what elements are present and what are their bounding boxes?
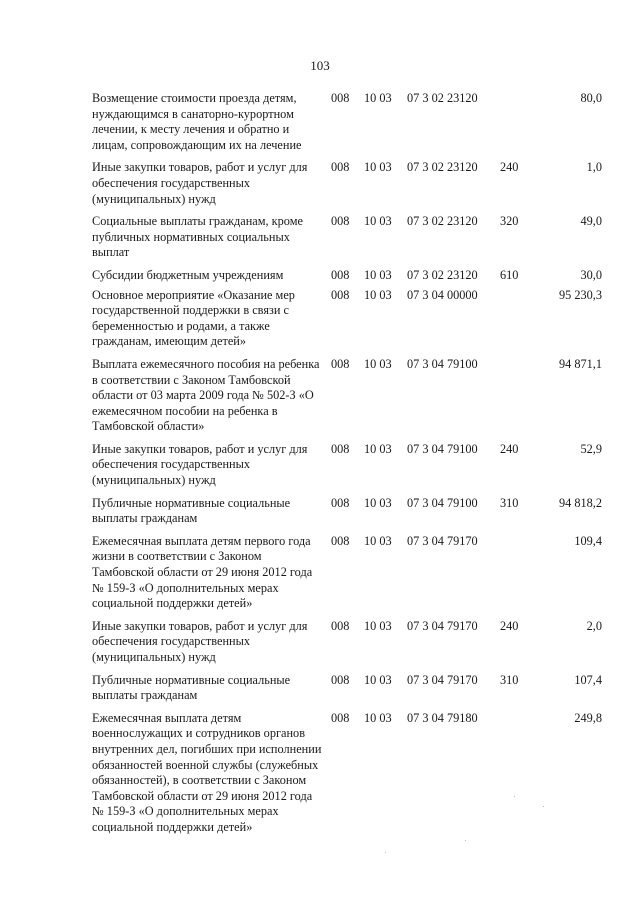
row-expense-kind: 240: [500, 441, 519, 456]
row-target-code: 07 3 02 23120: [407, 160, 478, 175]
row-ministry-code: 008: [331, 441, 350, 456]
row-target-code: 07 3 02 23120: [407, 91, 478, 105]
row-ministry-code: 008: [331, 618, 350, 633]
row-section-code: 10 03: [364, 267, 392, 282]
row-name: Иные закупки товаров, работ и услуг для обеспечения государственных (муниципальных) нужд: [92, 160, 308, 206]
row-name: Выплата ежемесячного пособия на ребенка в соответствии с Законом Тамбовской области от 03 марта 2009 года № 502-З «О ежемесячном пособии на ребенка в Тамбовской области»: [92, 356, 320, 434]
row-ministry-code: 008: [331, 160, 350, 175]
row-ministry-code: 008: [331, 267, 350, 282]
row-expense-kind: 240: [500, 618, 519, 633]
row-target-code: 07 3 04 79170: [407, 533, 478, 548]
budget-table: [0, 91, 640, 836]
row-name: Ежемесячная выплата детям первого года жизни в соответствии с Законом Тамбовской области от 29 июня 2012 года № 159-З «О дополнительных мерах социальной поддержки детей»: [92, 533, 313, 611]
row-ministry-code: 008: [331, 287, 350, 302]
row-name: Иные закупки товаров, работ и услуг для обеспечения государственных (муниципальных) нужд: [92, 618, 308, 664]
table-row: [0, 711, 640, 836]
row-amount: 80,0: [580, 91, 602, 105]
row-ministry-code: 008: [331, 356, 350, 371]
row-expense-kind: 310: [500, 495, 519, 510]
row-name: Основное мероприятие «Оказание мер государственной поддержки в связи с беременностью и родами, а также гражданам, имеющим детей»: [92, 287, 295, 349]
row-ministry-code: 008: [331, 214, 350, 229]
row-section-code: 10 03: [364, 441, 392, 456]
scan-speck: [465, 840, 466, 841]
table-row: [0, 357, 640, 435]
row-target-code: 07 3 04 79100: [407, 495, 478, 510]
row-target-code: 07 3 02 23120: [407, 214, 478, 229]
row-amount: 1,0: [586, 160, 602, 175]
row-target-code: 07 3 04 79100: [407, 441, 478, 456]
table-row: [0, 442, 640, 489]
row-amount: 30,0: [580, 267, 602, 282]
row-section-code: 10 03: [364, 356, 392, 371]
row-name: Социальные выплаты гражданам, кроме публичных нормативных социальных выплат: [92, 214, 303, 260]
row-section-code: 10 03: [364, 710, 392, 725]
row-amount: 109,4: [574, 533, 602, 548]
scan-speck: [543, 806, 544, 807]
row-target-code: 07 3 04 79170: [407, 618, 478, 633]
row-target-code: 07 3 04 79170: [407, 672, 478, 687]
row-ministry-code: 008: [331, 91, 350, 105]
table-row: [0, 496, 640, 527]
row-target-code: 07 3 04 79180: [407, 710, 478, 725]
row-section-code: 10 03: [364, 618, 392, 633]
row-target-code: 07 3 04 00000: [407, 287, 478, 302]
row-section-code: 10 03: [364, 495, 392, 510]
row-name: Ежемесячная выплата детям военнослужащих и сотрудников органов внутренних дел, погибших при исполнении обязанностей военной службы (служебных обязанностей), в соответствии с Законом Тамбовской области от 29 июня 2012 года № 159-З «О дополнительных мерах социальной поддержки детей»: [92, 710, 322, 834]
scan-speck: [514, 796, 515, 797]
row-ministry-code: 008: [331, 672, 350, 687]
row-expense-kind: 610: [500, 267, 519, 282]
row-amount: 94 818,2: [558, 495, 602, 510]
table-row: [0, 160, 640, 207]
row-amount: 94 871,1: [558, 356, 602, 371]
table-row: [0, 214, 640, 261]
table-row: [0, 673, 640, 704]
row-section-code: 10 03: [364, 160, 392, 175]
row-ministry-code: 008: [331, 495, 350, 510]
row-name: Публичные нормативные социальные выплаты гражданам: [92, 495, 291, 526]
row-expense-kind: 310: [500, 672, 519, 687]
row-expense-kind: 320: [500, 214, 519, 229]
row-amount: 249,8: [574, 710, 602, 725]
scan-speck: [385, 852, 386, 853]
row-name: Субсидии бюджетным учреждениям: [92, 267, 284, 282]
row-section-code: 10 03: [364, 533, 392, 548]
row-amount: 2,0: [586, 618, 602, 633]
row-amount: 107,4: [574, 672, 602, 687]
table-row: [0, 268, 640, 284]
page-number: 103: [310, 58, 330, 73]
row-amount: 52,9: [580, 441, 602, 456]
row-name: Публичные нормативные социальные выплаты гражданам: [92, 672, 291, 703]
table-row: [0, 619, 640, 666]
row-amount: 95 230,3: [558, 287, 602, 302]
row-target-code: 07 3 04 79100: [407, 356, 478, 371]
row-target-code: 07 3 02 23120: [407, 267, 478, 282]
table-row: [0, 534, 640, 612]
row-name: Иные закупки товаров, работ и услуг для обеспечения государственных (муниципальных) нужд: [92, 441, 308, 488]
row-ministry-code: 008: [331, 533, 350, 548]
row-section-code: 10 03: [364, 672, 392, 687]
table-row: [0, 288, 640, 350]
row-section-code: 10 03: [364, 287, 392, 302]
row-expense-kind: 240: [500, 160, 519, 175]
row-section-code: 10 03: [364, 214, 392, 229]
row-ministry-code: 008: [331, 710, 350, 725]
row-section-code: 10 03: [364, 91, 392, 105]
row-name: Возмещение стоимости проезда детям, нуждающимся в санаторно-курортном лечении, к месту лечения и обратно и лицам, сопровождающим их на лечение: [92, 91, 302, 152]
row-amount: 49,0: [580, 214, 602, 229]
table-row: [0, 91, 640, 153]
